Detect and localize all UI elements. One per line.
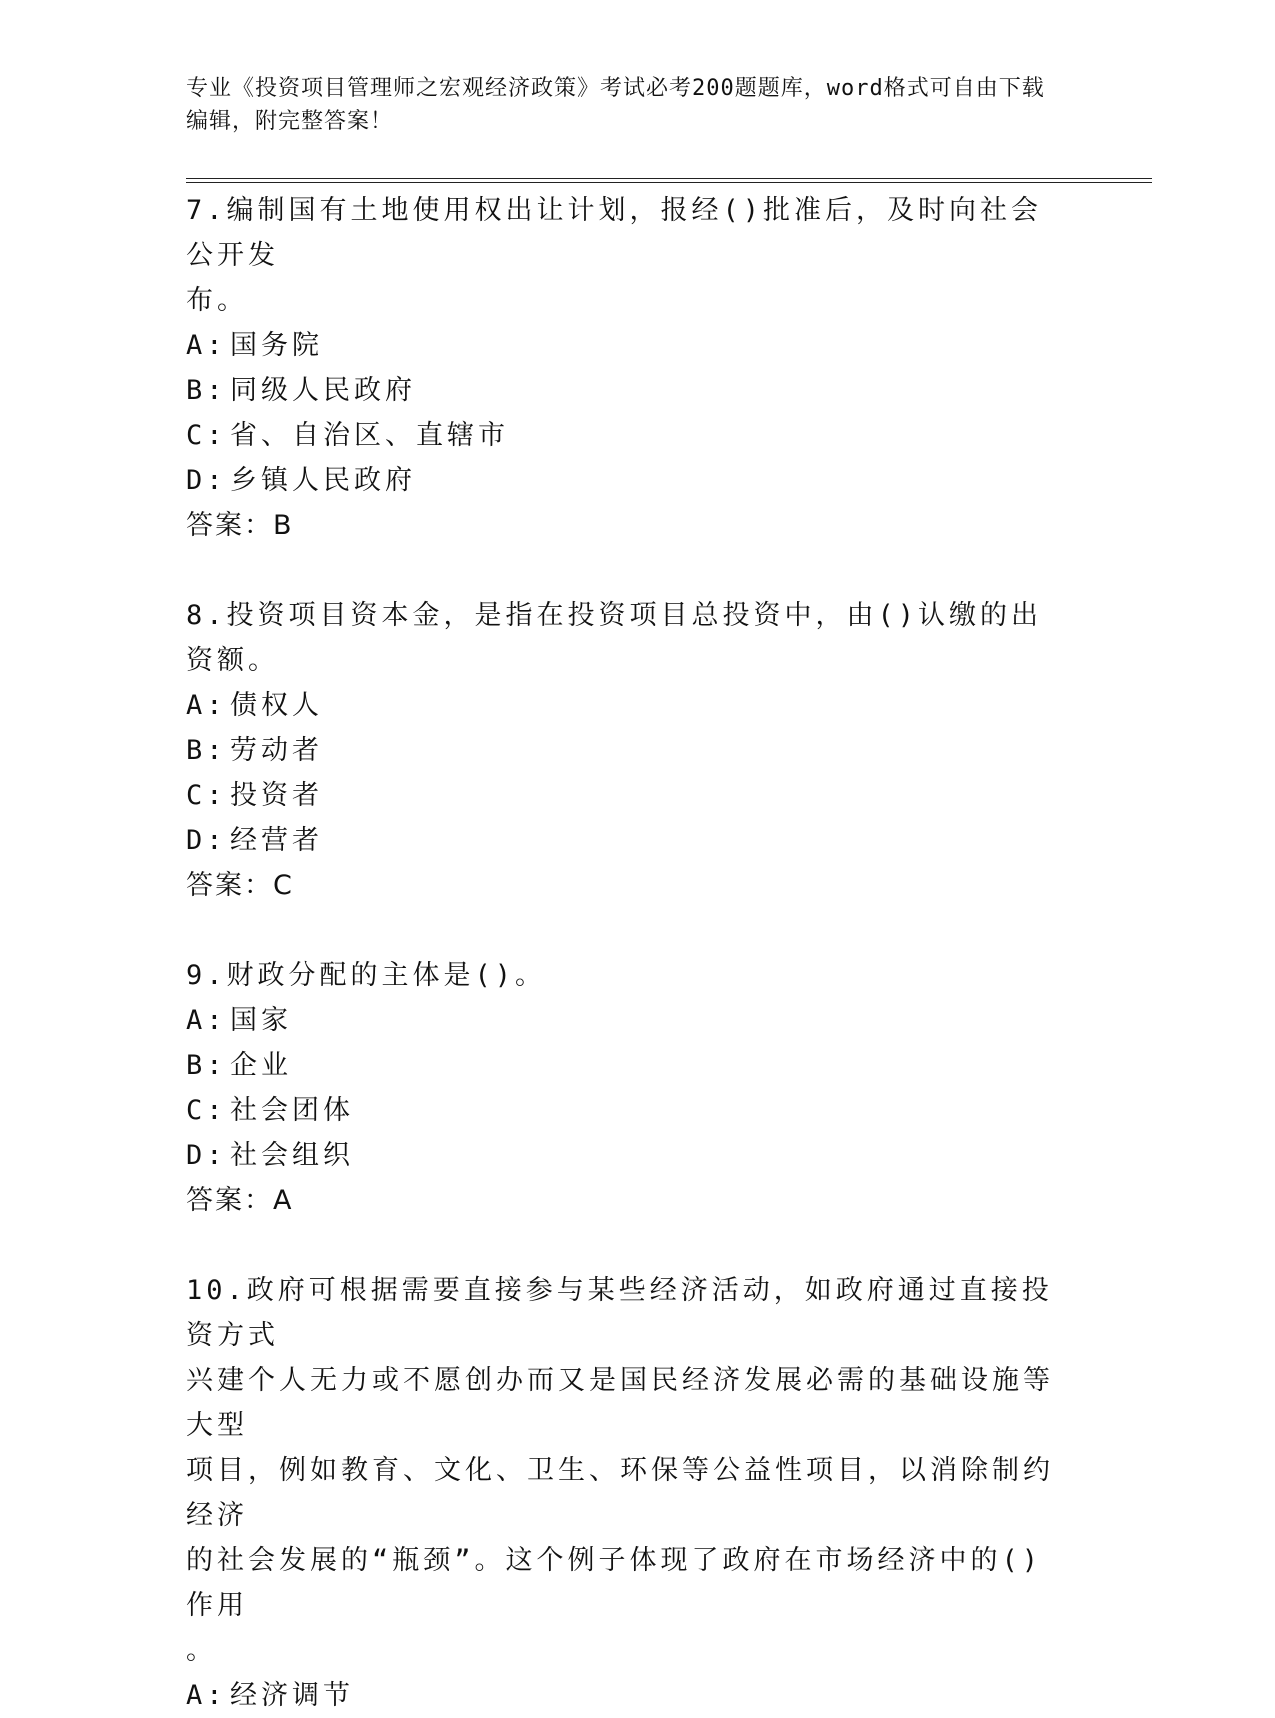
- question-10: [186, 1268, 1066, 1718]
- header-divider-bottom: [186, 182, 1152, 183]
- option-a: [186, 683, 1066, 728]
- option-c: [186, 413, 1066, 458]
- option-label: D:: [186, 465, 227, 496]
- spacer: [186, 548, 1066, 593]
- option-text: 社会团体: [230, 1095, 354, 1126]
- question-stem: [186, 188, 1066, 278]
- option-text: 国务院: [230, 330, 323, 361]
- option-text: 经营者: [230, 825, 323, 856]
- question-number: 7.: [186, 195, 227, 226]
- spacer: [186, 908, 1066, 953]
- question-stem-line: 的社会发展的“瓶颈”。这个例子体现了政府在市场经济中的()作用: [186, 1545, 1043, 1621]
- question-stem-line: 财政分配的主体是()。: [226, 960, 547, 991]
- question-stem: [186, 593, 1066, 683]
- option-text: 债权人: [230, 690, 323, 721]
- option-label: C:: [186, 420, 227, 451]
- option-text: 企业: [230, 1050, 292, 1081]
- option-d: [186, 818, 1066, 863]
- option-text: 同级人民政府: [230, 375, 416, 406]
- option-b: [186, 728, 1066, 773]
- answer: 答案：A: [186, 1185, 294, 1216]
- option-c: [186, 1088, 1066, 1133]
- document-header: 专业《投资项目管理师之宏观经济政策》考试必考200题题库，word格式可自由下载编辑，附完整答案！: [186, 76, 1045, 134]
- option-label: B:: [186, 375, 227, 406]
- option-label: A:: [186, 1680, 227, 1711]
- option-a: [186, 323, 1066, 368]
- question-stem-line: 政府可根据需要直接参与某些经济活动，如政府通过直接投资方式: [186, 1275, 1053, 1351]
- option-b: [186, 1043, 1066, 1088]
- question-stem-line: 项目，例如教育、文化、卫生、环保等公益性项目，以消除制约经济: [186, 1455, 1054, 1531]
- option-d: [186, 1133, 1066, 1178]
- question-number: 9.: [186, 960, 227, 991]
- option-text: 乡镇人民政府: [230, 465, 416, 496]
- option-label: A:: [186, 1005, 227, 1036]
- question-stem-line: 布。: [186, 285, 248, 316]
- option-c: [186, 773, 1066, 818]
- question-stem: [186, 1268, 1066, 1358]
- question-9: [186, 953, 1066, 1223]
- option-b: [186, 368, 1066, 413]
- option-label: C:: [186, 1095, 227, 1126]
- option-label: A:: [186, 690, 227, 721]
- option-label: D:: [186, 825, 227, 856]
- option-a: [186, 998, 1066, 1043]
- question-number: 10.: [186, 1275, 247, 1306]
- option-text: 劳动者: [230, 735, 323, 766]
- option-text: 投资者: [230, 780, 323, 811]
- option-label: B:: [186, 735, 227, 766]
- option-text: 经济调节: [230, 1680, 354, 1711]
- option-d: [186, 458, 1066, 503]
- option-text: 社会组织: [230, 1140, 354, 1171]
- question-8: [186, 593, 1066, 908]
- option-text: 国家: [230, 1005, 292, 1036]
- option-label: D:: [186, 1140, 227, 1171]
- option-label: B:: [186, 1050, 227, 1081]
- question-list: [186, 188, 1066, 1718]
- question-stem-line: 编制国有土地使用权出让计划，报经()批准后，及时向社会公开发: [186, 195, 1043, 271]
- option-label: C:: [186, 780, 227, 811]
- option-label: A:: [186, 330, 227, 361]
- question-7: [186, 188, 1066, 548]
- question-stem: [186, 953, 1066, 998]
- option-a: [186, 1673, 1066, 1718]
- header-divider-top: [186, 178, 1152, 179]
- question-stem-line: 投资项目资本金，是指在投资项目总投资中，由()认缴的出资额。: [186, 600, 1043, 676]
- spacer: [186, 1223, 1066, 1268]
- answer: 答案：C: [186, 870, 294, 901]
- answer: 答案：B: [186, 510, 294, 541]
- question-stem-line: 。: [186, 1635, 213, 1666]
- question-stem-line: 兴建个人无力或不愿创办而又是国民经济发展必需的基础设施等大型: [186, 1365, 1054, 1441]
- option-text: 省、自治区、直辖市: [230, 420, 509, 451]
- question-number: 8.: [186, 600, 227, 631]
